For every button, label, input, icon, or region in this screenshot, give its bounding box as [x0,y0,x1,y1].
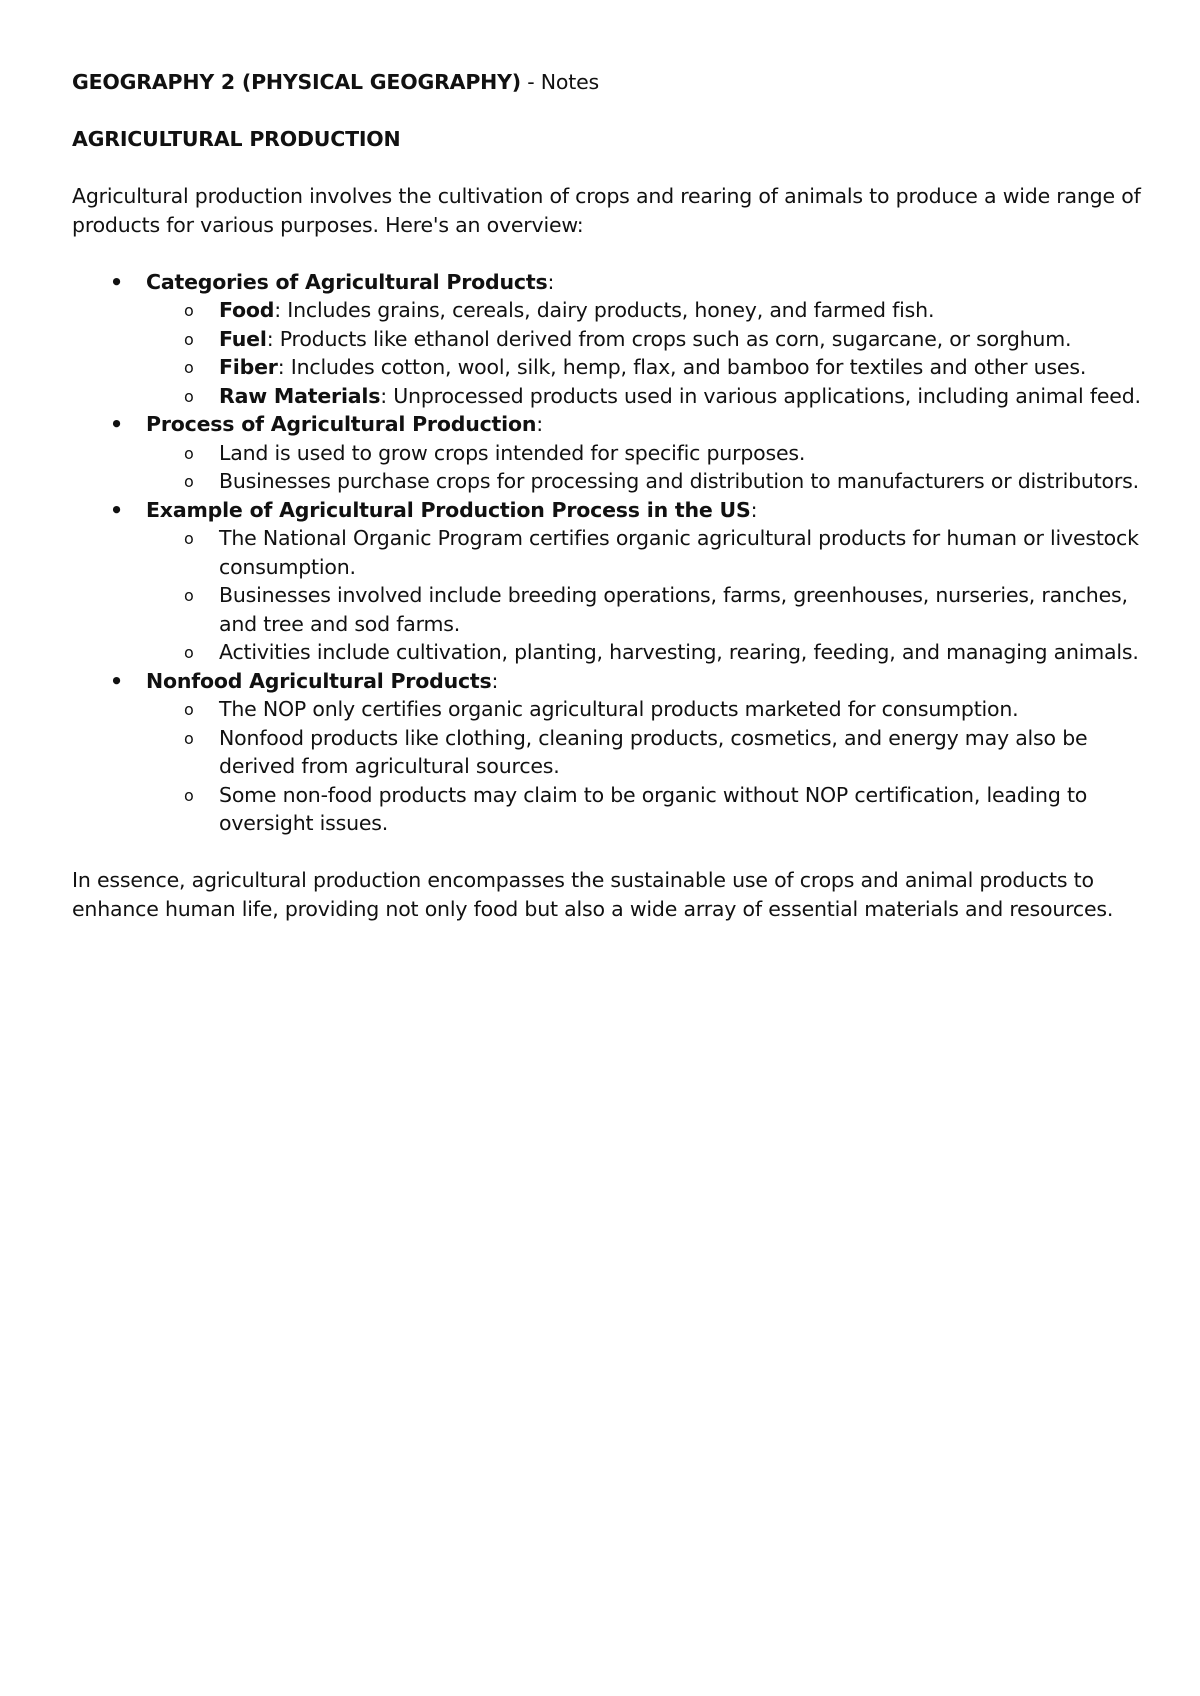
bullet-item [72,496,1142,667]
sub-item [146,382,1142,411]
document-title-suffix: - Notes [520,70,599,94]
circle-bullet-icon: o [184,386,194,406]
bullet-dot-icon: • [110,668,123,693]
bullet-label-suffix: : [491,668,499,693]
sub-item-text: : Includes grains, cereals, dairy products, honey, and farmed fish. [274,298,935,322]
sub-item-text: Nonfood products like clothing, cleaning products, cosmetics, and energy may also be derived from agricultural sources. [219,725,1088,778]
sub-item [146,724,1142,781]
sub-item-label: Fuel [219,326,267,351]
bullet-dot-icon: • [110,412,123,436]
sub-item [146,581,1142,638]
intro-paragraph: Agricultural production involves the cultivation of crops and rearing of animals to produce a wide range of products for various purposes. Here's an overview: [72,184,1141,237]
sub-item-text: Activities include cultivation, planting, harvesting, rearing, feeding, and managing animals. [219,640,1139,664]
sub-list [146,524,1142,667]
bullet-item [72,667,1142,838]
bullet-label-suffix: : [750,497,758,522]
sub-item-text: : Products like ethanol derived from crops such as corn, sugarcane, or sorghum. [266,326,1072,351]
sub-item [146,467,1142,496]
circle-bullet-icon: o [184,301,194,320]
sub-item [146,524,1142,581]
bullet-item [72,268,1142,411]
sub-item-text: : Unprocessed products used in various applications, including animal feed. [380,383,1141,408]
bullet-dot-icon: • [110,269,123,294]
sub-item-text: The National Organic Program certifies organic agricultural products for human or livestock consumption. [219,526,1139,579]
document-page [72,68,1142,952]
document-title [72,68,1142,97]
bullet-label: Process of Agricultural Production [146,412,537,436]
sub-item-text: Some non-food products may claim to be organic without NOP certification, leading to oversight issues. [219,782,1088,835]
circle-bullet-icon: o [184,329,194,349]
circle-bullet-icon: o [184,472,194,491]
sub-item [146,325,1142,354]
sub-item-text: Businesses involved include breeding operations, farms, greenhouses, nurseries, ranches, and tree and sod farms. [219,583,1128,636]
bullet-dot-icon: • [110,497,123,522]
circle-bullet-icon: o [184,700,194,719]
bullet-label: Categories of Agricultural Products [146,269,548,294]
bullet-list [72,268,1142,838]
circle-bullet-icon: o [184,586,194,605]
section-heading: AGRICULTURAL PRODUCTION [72,127,401,151]
sub-list [146,695,1142,838]
circle-bullet-icon: o [184,728,194,748]
sub-list [146,439,1142,496]
bullet-label: Example of Agricultural Production Process in the US [146,497,751,522]
bullet-label-suffix: : [536,412,543,436]
bullet-item [72,410,1142,496]
sub-item [146,353,1142,382]
sub-item-text: : Includes cotton, wool, silk, hemp, flax, and bamboo for textiles and other uses. [277,355,1087,379]
sub-item-text: The NOP only certifies organic agricultural products marketed for consumption. [219,697,1019,721]
sub-item [146,638,1142,667]
sub-item-text: Businesses purchase crops for processing and distribution to manufacturers or distributors. [219,469,1139,493]
conclusion-paragraph: In essence, agricultural production encompasses the sustainable use of crops and animal products to enhance human life, providing not only food but also a wide array of essential materials and resources. [72,868,1114,921]
sub-list [146,296,1142,410]
circle-bullet-icon: o [184,529,194,548]
sub-item-text: Land is used to grow crops intended for specific purposes. [219,440,806,465]
bullet-label-suffix: : [547,269,555,294]
circle-bullet-icon: o [184,443,194,463]
sub-item-label: Fiber [219,355,278,379]
circle-bullet-icon: o [184,785,194,805]
sub-item [146,781,1142,838]
document-title-subject: GEOGRAPHY 2 (PHYSICAL GEOGRAPHY) [72,70,521,94]
sub-item [146,296,1142,325]
sub-item-label: Raw Materials [219,383,381,408]
sub-item-label: Food [219,298,275,322]
circle-bullet-icon: o [184,643,194,662]
sub-item [146,695,1142,724]
bullet-label: Nonfood Agricultural Products [146,668,492,693]
sub-item [146,439,1142,468]
circle-bullet-icon: o [184,358,194,377]
